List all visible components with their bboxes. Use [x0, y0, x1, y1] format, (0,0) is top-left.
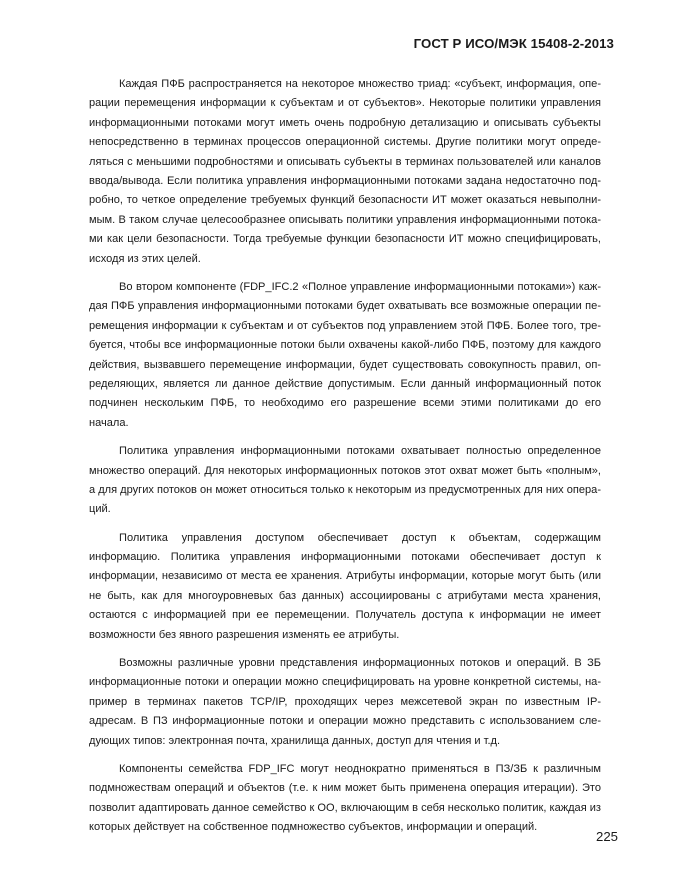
page-header-standard-id: ГОСТ Р ИСО/МЭК 15408-2-2013: [413, 36, 614, 51]
body-text: [89, 75, 601, 846]
paragraph-2: Во втором компоненте (FDP_IFC.2 «Полное управление информационными потоками») каждая ПФБ управления информационными потоками будет охватывать все возможные операции перемещения информации к субъектам и от субъектов под управлением этой ПФБ. Более того, требуется, чтобы все информационные потоки были охвачены какой-либо ПФБ, поэтому для каждого действия, вызвавшего перемещение информации, будет существовать совокупность правил, определяющих, является ли данное действие допустимым. Если данный информационный поток подчинен нескольким ПФБ, то необходимо его разрешение всеми этими политиками до его начала.: [89, 280, 601, 429]
paragraph-6: Компоненты семейства FDP_IFC могут неоднократно применяться в ПЗ/ЗБ к различным подмножествам операций и объектов (т.е. к ним может быть применена операция итерации). Это позволит адаптировать данное семейство к ОО, включающим в себя несколько политик, каждая из которых действует на собственное подмножество субъектов, информации и операций.: [89, 762, 601, 834]
paragraph-4: Политика управления доступом обеспечивает доступ к объектам, содержащим информацию. Политика управления информационными потоками обеспечивает доступ к информации, независимо от места ее хранения. Атрибуты информации, которые могут быть (или не быть, как для многоуровневых баз данных) ассоциированы с атрибутами места хранения, остаются с информацией при ее перемещении. Получатель доступа к информации не имеет возможности без явного разрешения изменять ее атрибуты.: [89, 531, 601, 641]
page-number: 225: [595, 829, 618, 844]
paragraph-3: Политика управления информационными потоками охватывает полностью определенное множество операций. Для некоторых информационных потоков этот охват может быть «полным», а для других потоков он может относиться только к некоторым из предусмотренных для них операций.: [89, 445, 601, 516]
paragraph-5: Возможны различные уровни представления информационных потоков и операций. В ЗБ информационные потоки и операции можно специфицировать на уровне конкретной системы, например в терминах пакетов TCP/IP, проходящих через межсетевой экран по известным IP-адресам. В ПЗ информационные потоки и операции можно представить с использованием следующих типов: электронная почта, хранилища данных, доступ для чтения и т.д.: [89, 656, 601, 747]
paragraph-1: Каждая ПФБ распространяется на некоторое множество триад: «субъект, информация, операции перемещения информации к субъектам и от субъектов». Некоторые политики управления информационными потоками могут иметь очень подробную детализацию и описывать субъекты непосредственно в терминах процессов операционной системы. Другие политики могут определяться с меньшими подробностями и описывать субъекты в терминах пользователей или каналов ввода/вывода. Если политика управления информационными потоками задана недостаточно подробно, то четкое определение требуемых функций безопасности ИТ может оказаться невыполнимым. В таком случае целесообразнее описывать политики управления информационными потоками как цели безопасности. Тогда требуемые функции безопасности ИТ можно специфицировать, исходя из этих целей.: [89, 78, 601, 265]
